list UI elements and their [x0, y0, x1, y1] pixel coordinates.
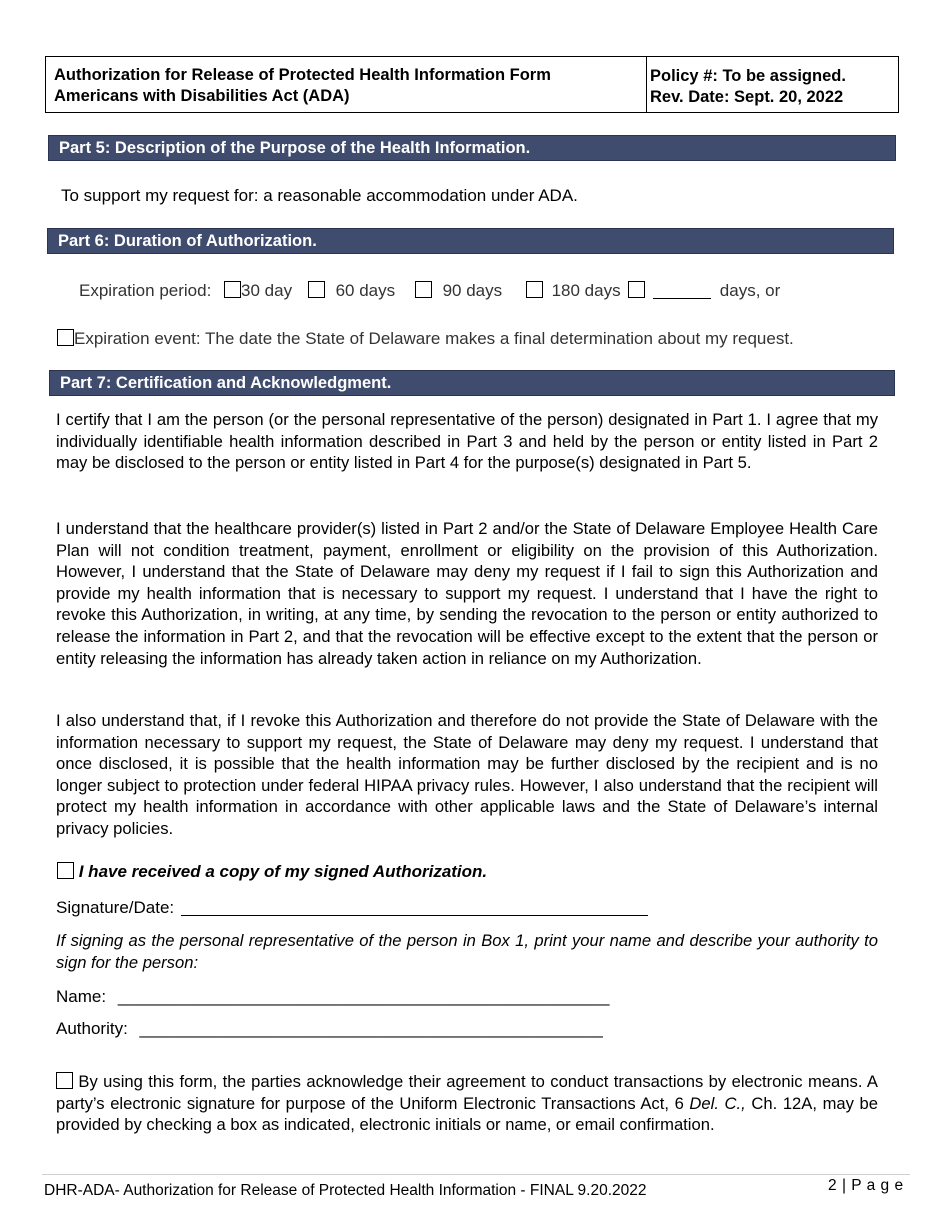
option-30-days-label: 30 day — [241, 281, 293, 300]
authority-field[interactable]: _________________________________________________ — [139, 1019, 603, 1038]
form-header-table — [45, 56, 899, 113]
understanding-paragraph: I understand that the healthcare provider(s) listed in Part 2 and/or the State of Delaware Employee Health Care Plan will not condition treatment, payment, enrollment or eligibility on the provision of this Authorization. However, I understand that the State of Delaware may deny my request if I fail to sign this Authorization and provide my health information that is necessary to support my request. I understand that I have the right to revoke this Authorization, in writing, at any time, by sending the revocation to the person or entity authorized to release the information in Part 2, and that the revocation will be effective except to the extent that the person or entity releasing the information has already taken action in reliance on my Authorization. — [56, 519, 878, 668]
expiration-event-row — [57, 329, 794, 349]
footer-document-id: DHR-ADA- Authorization for Release of Protected Health Information - FINAL 9.20.2022 — [44, 1182, 647, 1199]
footer-divider — [42, 1174, 910, 1175]
checkbox-30-days[interactable] — [224, 281, 241, 298]
page-number-value: 2 — [828, 1177, 838, 1194]
option-180-days-label: 180 days — [551, 281, 621, 300]
part7-heading: Part 7: Certification and Acknowledgment. — [49, 370, 895, 396]
page-number — [828, 1177, 904, 1195]
authority-row — [56, 1019, 603, 1039]
page-label: | P a g e — [841, 1177, 904, 1194]
copy-received-text: I have received a copy of my signed Authorization. — [78, 862, 488, 881]
expiration-period-row — [79, 281, 780, 301]
name-field[interactable]: ____________________________________________________ — [117, 987, 610, 1006]
part5-heading: Part 5: Description of the Purpose of the Health Information. — [48, 135, 896, 161]
checkbox-90-days[interactable] — [415, 281, 432, 298]
signature-label: Signature/Date: — [56, 898, 175, 917]
expiration-period-label: Expiration period: — [79, 281, 212, 300]
representative-note: If signing as the personal representative of the person in Box 1, print your name and describe your authority to sign for the person: — [56, 931, 878, 972]
form-title — [46, 57, 647, 112]
copy-received-row — [57, 862, 487, 882]
esignature-paragraph — [56, 1071, 878, 1136]
part5-text: To support my request for: a reasonable accommodation under ADA. — [61, 186, 578, 205]
esign-text-start: By using this form, the parties acknowledge their agreement to conduct transactions by electronic means. A party’s electronic signature for purpose of the Uniform Electronic Transactions Act, 6 — [56, 1072, 878, 1113]
form-title-line1: Authorization for Release of Protected Health Information Form — [54, 66, 551, 84]
checkbox-180-days[interactable] — [526, 281, 543, 298]
policy-info — [647, 57, 898, 112]
checkbox-copy-received[interactable] — [57, 862, 74, 879]
name-row — [56, 987, 609, 1007]
signature-row — [56, 898, 648, 918]
certification-paragraph: I certify that I am the person (or the personal representative of the person) designated in Part 1. I agree that my individually identifiable health information described in Part 3 and held by the person or entity listed in Part 2 may be disclosed to the person or entity listed in Part 4 for the purpose(s) designated in Part 5. — [56, 410, 878, 473]
checkbox-expiration-event[interactable] — [57, 329, 74, 346]
custom-days-field[interactable] — [653, 282, 711, 299]
esign-citation: Del. C., — [689, 1093, 746, 1113]
checkbox-custom-days[interactable] — [628, 281, 645, 298]
revision-date: Rev. Date: Sept. 20, 2022 — [650, 88, 844, 106]
name-label: Name: — [56, 987, 107, 1006]
part6-heading: Part 6: Duration of Authorization. — [47, 228, 894, 254]
checkbox-60-days[interactable] — [308, 281, 325, 298]
authority-label: Authority: — [56, 1019, 128, 1038]
option-90-days-label: 90 days — [442, 281, 503, 300]
signature-field[interactable] — [181, 899, 648, 916]
checkbox-electronic-consent[interactable] — [56, 1072, 73, 1089]
esign-text-end: Ch. 12A, may be provided by checking a box as indicated, electronic initials or name, or email confirmation. — [56, 1093, 878, 1135]
expiration-event-text: Expiration event: The date the State of Delaware makes a final determination about my request. — [74, 329, 794, 348]
form-title-line2: Americans with Disabilities Act (ADA) — [54, 87, 350, 105]
custom-days-suffix: days, or — [719, 281, 781, 300]
option-60-days-label: 60 days — [335, 281, 396, 300]
policy-number: Policy #: To be assigned. — [650, 67, 846, 85]
revocation-paragraph: I also understand that, if I revoke this Authorization and therefore do not provide the State of Delaware with the information necessary to support my request, the State of Delaware may deny my request. I understand that once disclosed, it is possible that the health information may be further disclosed by the recipient and is no longer subject to protection under federal HIPAA privacy rules. However, I also understand that the recipient will protect my health information in accordance with other applicable laws and the State of Delaware’s internal privacy policies. — [56, 711, 878, 838]
